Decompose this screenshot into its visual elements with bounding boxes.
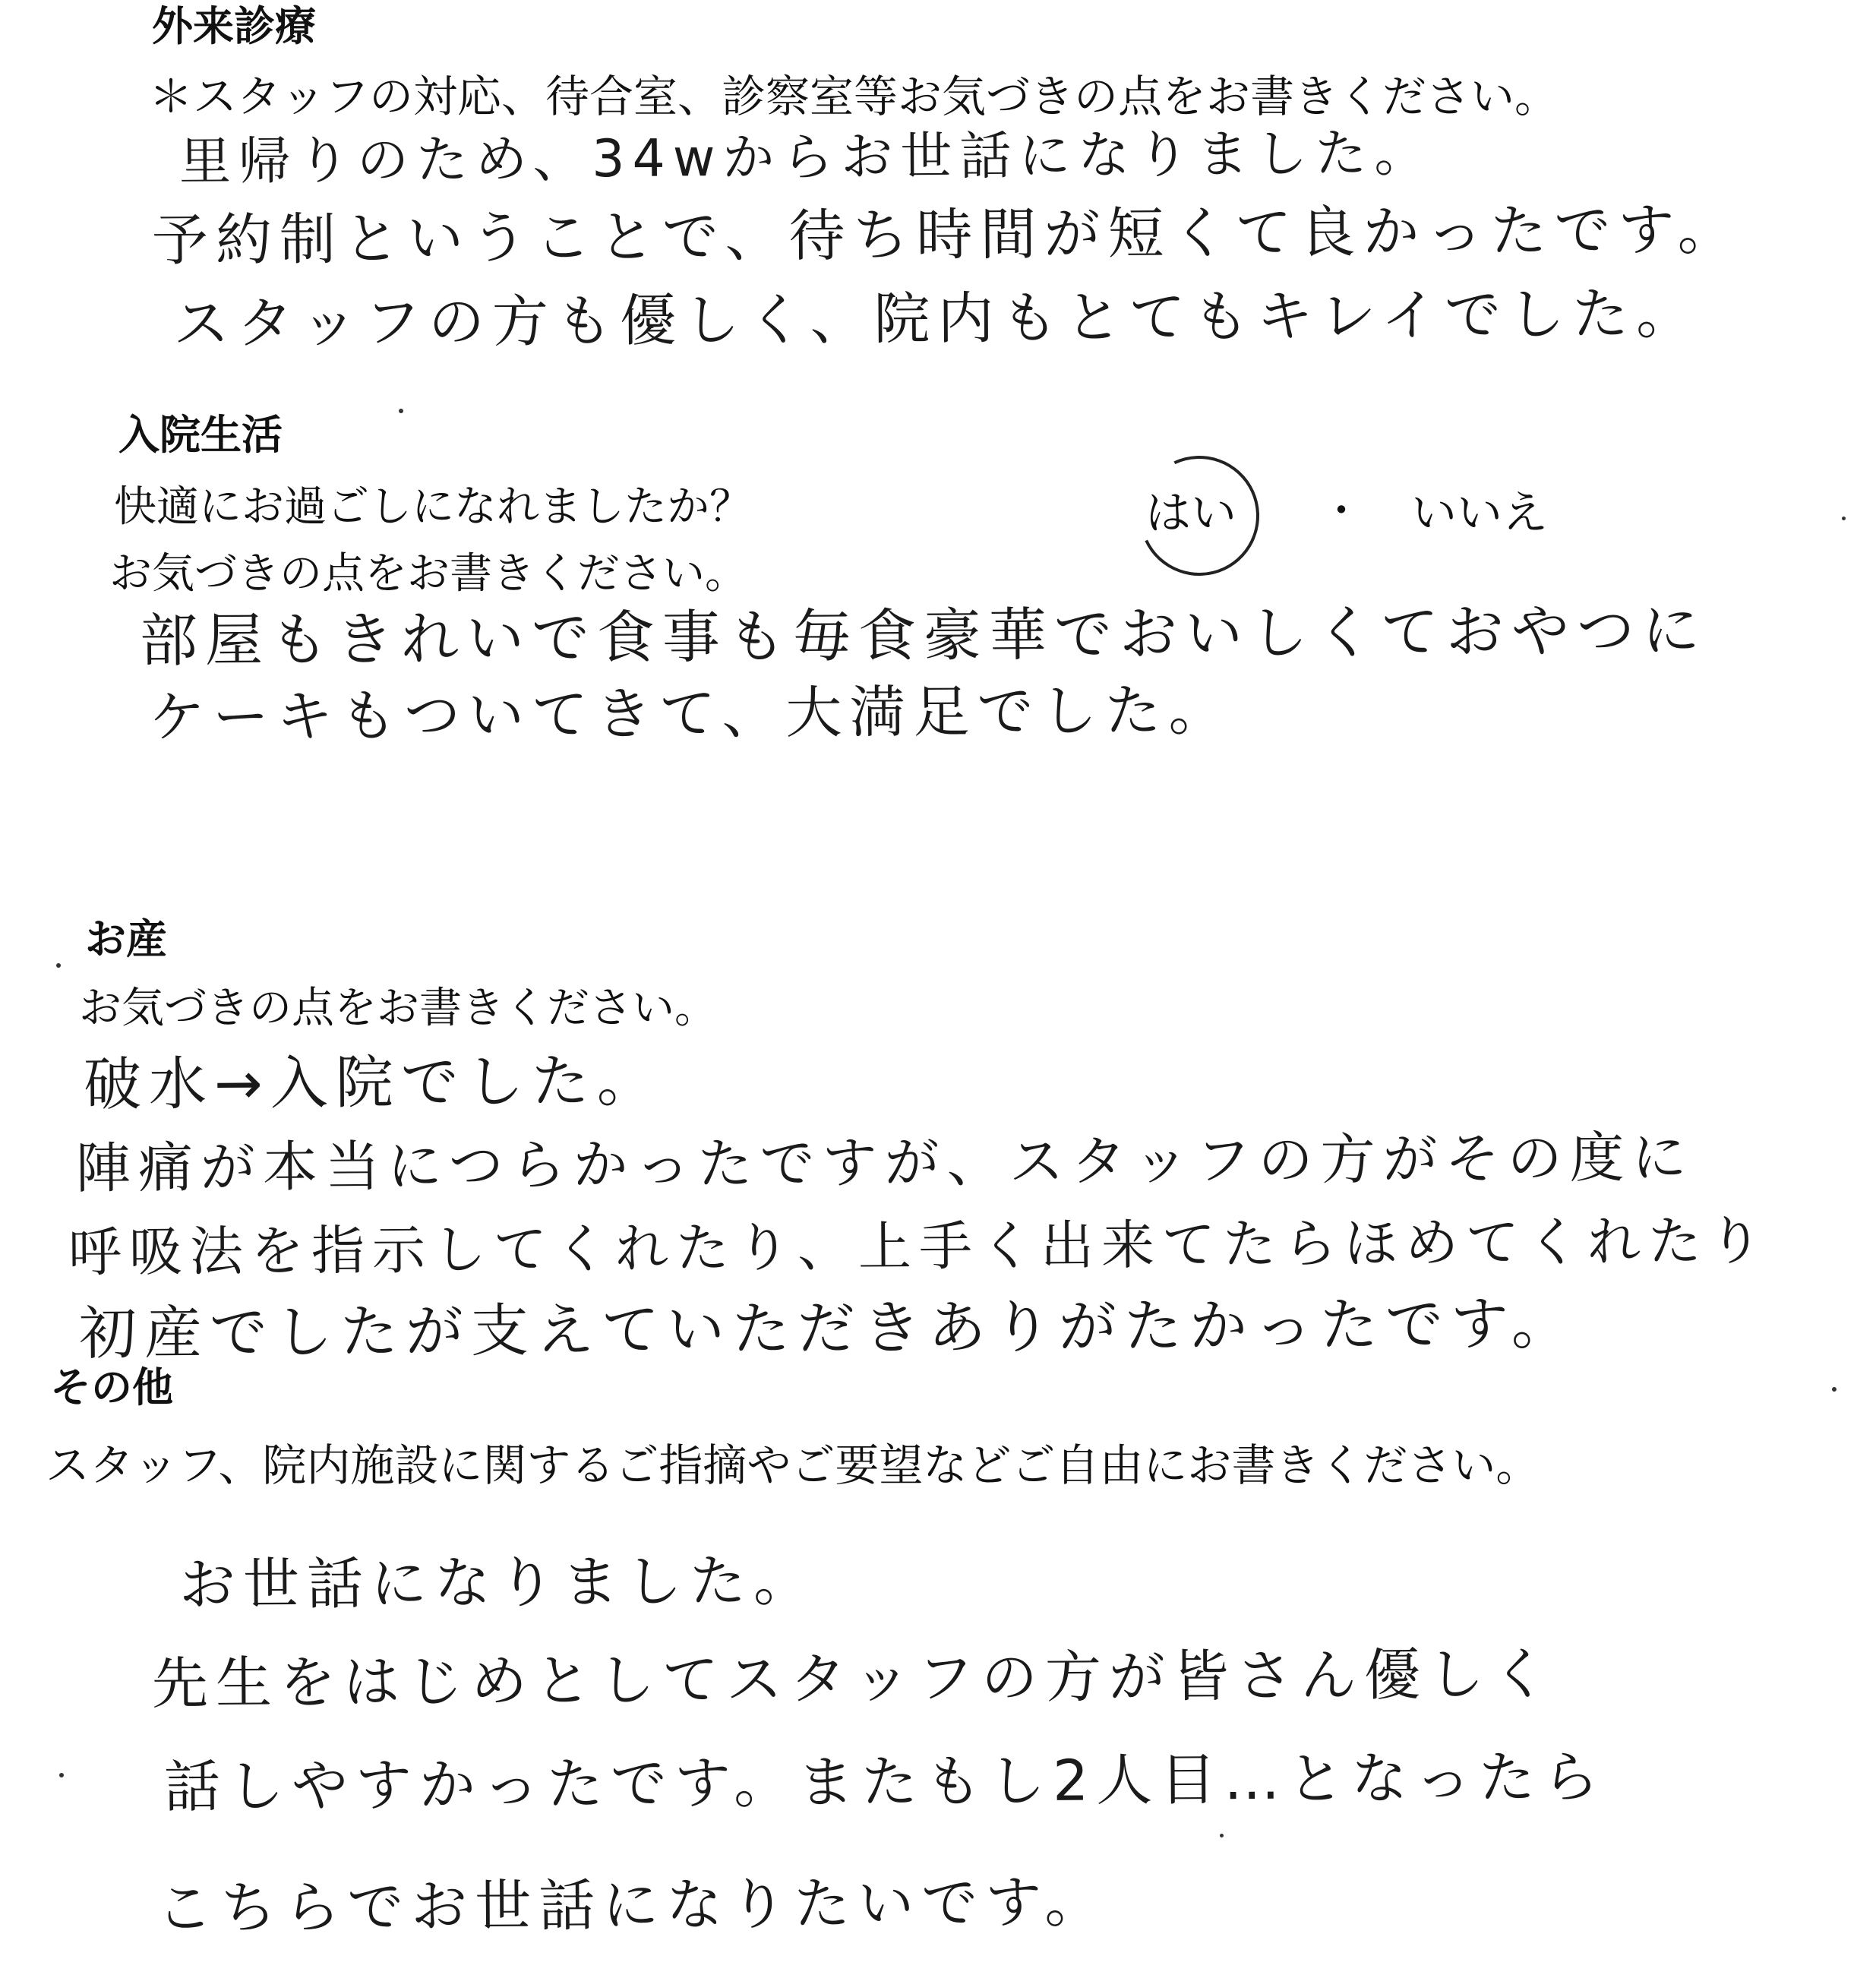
outpatient-prompt: ＊スタッフの対応、待合室、診察室等お気づきの点をお書きください。 [149, 71, 1559, 122]
other-answer-line-1: お世話になりました。 [178, 1548, 818, 1618]
delivery-answer-line-1: 破水→入院でした。 [83, 1046, 662, 1118]
scan-speck [1832, 1387, 1837, 1392]
hospital-life-prompt: お気づきの点をお書きください。 [109, 549, 747, 599]
section-heading-delivery: お産 [85, 915, 167, 963]
outpatient-answer-line-1: 里帰りのため、34wからお世話になりました。 [178, 123, 1434, 192]
outpatient-answer-line-2: 予約制ということで、待ち時間が短くて良かったです。 [151, 197, 1742, 273]
delivery-answer-line-4: 初産でしたが支えていただきありがたかったです。 [78, 1289, 1578, 1367]
other-answer-line-4: こちらでお世話になりたいです。 [156, 1869, 1109, 1942]
scan-speck [399, 409, 403, 413]
hospital-life-question: 快適にお過ごしになれましたか？ [114, 482, 752, 532]
yes-circle-mark [1123, 439, 1277, 593]
option-no: いいえ [1411, 487, 1548, 540]
scan-speck [1842, 517, 1846, 520]
section-heading-other: その他 [50, 1363, 173, 1411]
hospital-life-answer-line-1: 部屋もきれいで食事も毎食豪華でおいしくておやつに [139, 596, 1708, 675]
delivery-prompt: お気づきの点をお書きください。 [79, 984, 717, 1033]
delivery-answer-line-2: 陣痛が本当につらかったですが、スタッフの方がその度に [75, 1125, 1694, 1200]
delivery-answer-line-3: 呼吸法を指示してくれたり、上手く出来てたらほめてくれたり [68, 1209, 1770, 1284]
other-answer-line-3: 話しやすかったです。またもし2人目…となったら [163, 1744, 1607, 1820]
other-prompt: スタッフ、院内施設に関するご指摘やご要望などご自由にお書きください。 [46, 1439, 1540, 1491]
section-heading-hospital-life: 入院生活 [118, 411, 283, 459]
outpatient-answer-line-3: スタッフの方も優しく、院内もとてもキレイでした。 [172, 280, 1701, 357]
scan-speck [1220, 1834, 1224, 1837]
scan-speck [59, 1773, 64, 1777]
other-answer-line-2: 先生をはじめとしてスタッフの方が皆さん優しく [151, 1641, 1556, 1717]
section-heading-outpatient: 外来診療 [152, 2, 316, 50]
hospital-life-answer-line-2: ケーキもついてきて、大満足でした。 [148, 678, 1233, 750]
scan-speck [56, 963, 61, 968]
option-separator: ・ [1320, 487, 1363, 536]
option-yes: はい [1145, 487, 1236, 540]
